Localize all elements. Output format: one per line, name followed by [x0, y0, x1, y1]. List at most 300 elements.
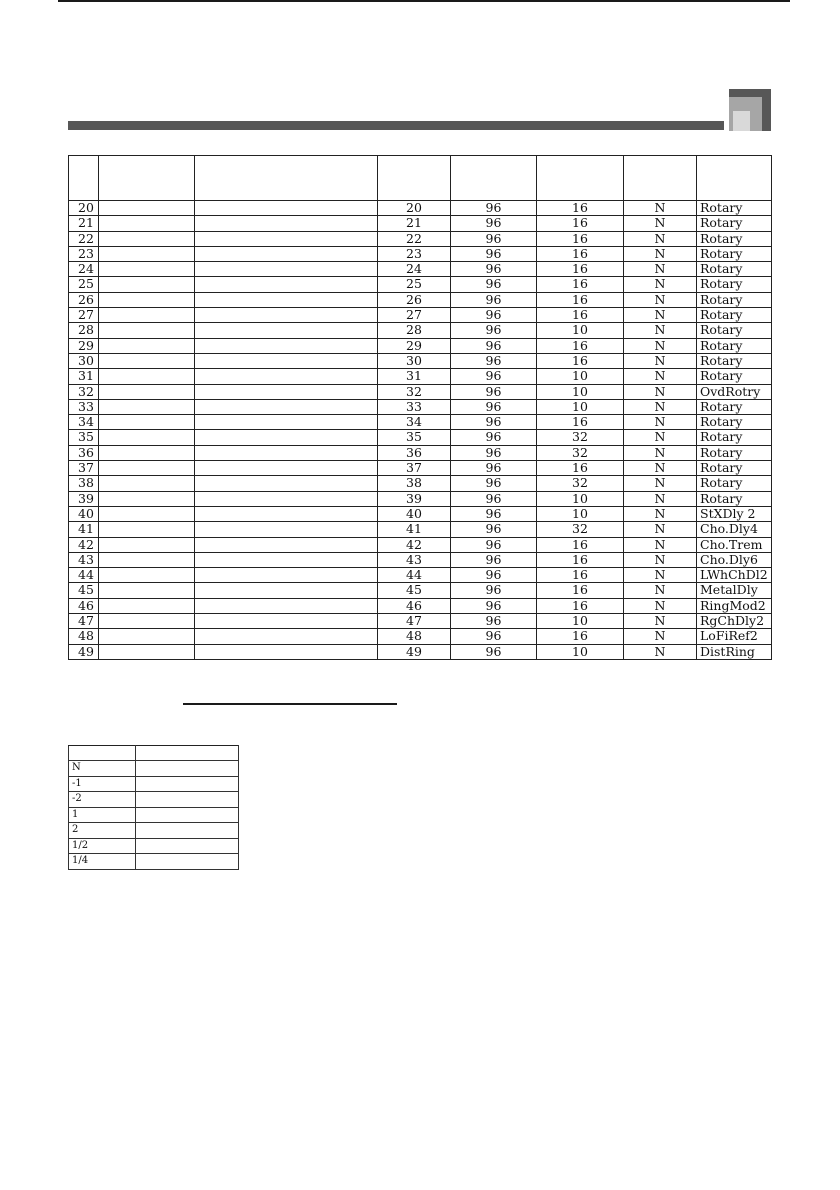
table-cell: [99, 491, 195, 506]
table-cell: 96: [451, 537, 537, 552]
table-cell: 42: [69, 537, 99, 552]
table-cell: [195, 338, 378, 353]
table-cell: Rotary: [697, 246, 772, 261]
table-cell: 16: [537, 353, 624, 368]
table-cell: 43: [69, 552, 99, 567]
table-cell: 47: [69, 614, 99, 629]
table-cell: 96: [451, 323, 537, 338]
table-cell: 40: [378, 506, 451, 521]
table-row: [69, 807, 239, 823]
table-row: [69, 308, 772, 323]
table-cell: N: [624, 216, 697, 231]
table-cell: 10: [537, 323, 624, 338]
column-header: [624, 156, 697, 201]
table-cell: 30: [378, 353, 451, 368]
table-cell: 33: [69, 399, 99, 414]
table-cell: 49: [69, 644, 99, 659]
table-cell: 10: [537, 369, 624, 384]
table-row: [69, 353, 772, 368]
table-cell: 96: [451, 506, 537, 521]
table-cell: N: [624, 476, 697, 491]
table-cell: [99, 415, 195, 430]
table-cell: N: [624, 614, 697, 629]
table-cell: 10: [537, 384, 624, 399]
table-cell: 23: [69, 246, 99, 261]
table-cell: 40: [69, 506, 99, 521]
table-cell: [195, 461, 378, 476]
table-cell: 21: [378, 216, 451, 231]
table-row: [69, 552, 772, 567]
table-cell: 32: [378, 384, 451, 399]
table-cell: 16: [537, 201, 624, 216]
table-cell: [99, 277, 195, 292]
top-rule: [58, 0, 790, 2]
table-cell: [195, 644, 378, 659]
table-cell: 48: [69, 629, 99, 644]
table-cell: 96: [451, 308, 537, 323]
table-cell: 96: [451, 216, 537, 231]
table-cell: [99, 445, 195, 460]
table-cell: 32: [537, 522, 624, 537]
table-cell: [136, 792, 239, 808]
table-cell: [99, 308, 195, 323]
table-cell: 16: [537, 537, 624, 552]
table-cell: N: [624, 399, 697, 414]
table-cell: N: [624, 583, 697, 598]
table-cell: [99, 430, 195, 445]
table-cell: [99, 231, 195, 246]
table-cell: 48: [378, 629, 451, 644]
table-row: [69, 246, 772, 261]
table-cell: N: [624, 430, 697, 445]
table-cell: [99, 216, 195, 231]
table-cell: 96: [451, 614, 537, 629]
table-cell: N: [624, 568, 697, 583]
table-cell: Cho.Dly6: [697, 552, 772, 567]
table-cell: [99, 537, 195, 552]
table-cell: 37: [378, 461, 451, 476]
table-cell: OvdRotry: [697, 384, 772, 399]
table-cell: [195, 308, 378, 323]
table-row: [69, 445, 772, 460]
table-cell: [136, 776, 239, 792]
table-row: [69, 415, 772, 430]
table-cell: [99, 399, 195, 414]
table-cell: Cho.Dly4: [697, 522, 772, 537]
table-cell: [99, 369, 195, 384]
table-row: [69, 537, 772, 552]
table-cell: 46: [378, 598, 451, 613]
table-cell: [99, 201, 195, 216]
table-cell: Rotary: [697, 292, 772, 307]
table-cell: N: [624, 277, 697, 292]
table-cell: 36: [69, 445, 99, 460]
table-cell: [195, 292, 378, 307]
table-cell: N: [624, 369, 697, 384]
table-cell: 26: [378, 292, 451, 307]
table-cell: N: [624, 491, 697, 506]
tone-list-table: [68, 155, 772, 660]
table-row: [69, 231, 772, 246]
table-cell: LWhChDl2: [697, 568, 772, 583]
octave-shift-table: [68, 745, 239, 870]
table-cell: [195, 537, 378, 552]
table-cell: [195, 415, 378, 430]
table-cell: [195, 277, 378, 292]
table-cell: N: [624, 246, 697, 261]
table-cell: Rotary: [697, 262, 772, 277]
table-cell: 96: [451, 246, 537, 261]
corner-tab-graphic: [729, 89, 771, 131]
table-cell: 21: [69, 216, 99, 231]
table-cell: [195, 246, 378, 261]
table-cell: 39: [69, 491, 99, 506]
table-cell: 29: [69, 338, 99, 353]
table-cell: 22: [69, 231, 99, 246]
table-cell: 33: [378, 399, 451, 414]
table-cell: 10: [537, 491, 624, 506]
table-cell: [195, 201, 378, 216]
table-cell: 96: [451, 231, 537, 246]
table-row: [69, 629, 772, 644]
table-cell: [99, 323, 195, 338]
table-cell: Rotary: [697, 461, 772, 476]
table-cell: 96: [451, 262, 537, 277]
table-cell: 24: [69, 262, 99, 277]
table-cell: 42: [378, 537, 451, 552]
table-row: [69, 522, 772, 537]
table-cell: 30: [69, 353, 99, 368]
column-header: [451, 156, 537, 201]
table-cell: 41: [378, 522, 451, 537]
table-cell: N: [624, 445, 697, 460]
table-cell: N: [624, 231, 697, 246]
table-cell: DistRing: [697, 644, 772, 659]
table-cell: N: [624, 292, 697, 307]
table-cell: 25: [69, 277, 99, 292]
table-cell: 35: [378, 430, 451, 445]
table-cell: 43: [378, 552, 451, 567]
table-cell: 45: [69, 583, 99, 598]
table-cell: Rotary: [697, 476, 772, 491]
table-cell: [195, 262, 378, 277]
table-row: [69, 292, 772, 307]
table-cell: [195, 522, 378, 537]
table-row: [69, 506, 772, 521]
table-cell: 96: [451, 629, 537, 644]
table-cell: [195, 491, 378, 506]
table-row: [69, 277, 772, 292]
table-cell: [195, 231, 378, 246]
table-cell: [99, 353, 195, 368]
table-cell: [99, 506, 195, 521]
table-cell: 96: [451, 338, 537, 353]
table-cell: 28: [69, 323, 99, 338]
table-cell: [195, 323, 378, 338]
table-cell: RgChDly2: [697, 614, 772, 629]
table-cell: 16: [537, 598, 624, 613]
table-cell: [99, 246, 195, 261]
table-cell: 16: [537, 246, 624, 261]
table-cell: 32: [537, 430, 624, 445]
table-cell: Cho.Trem: [697, 537, 772, 552]
table-cell: 25: [378, 277, 451, 292]
table-cell: 1: [69, 807, 136, 823]
table-cell: N: [624, 353, 697, 368]
table-cell: 24: [378, 262, 451, 277]
table-cell: [195, 430, 378, 445]
table-cell: 32: [69, 384, 99, 399]
table-cell: 16: [537, 277, 624, 292]
table-cell: StXDly 2: [697, 506, 772, 521]
table-cell: [195, 216, 378, 231]
table-cell: [195, 552, 378, 567]
table-cell: 31: [378, 369, 451, 384]
table-cell: Rotary: [697, 415, 772, 430]
table-cell: [195, 476, 378, 491]
table-cell: 31: [69, 369, 99, 384]
table-cell: 20: [378, 201, 451, 216]
table-cell: 38: [69, 476, 99, 491]
table-cell: [99, 644, 195, 659]
table-cell: 96: [451, 430, 537, 445]
table-cell: 16: [537, 262, 624, 277]
table-cell: 16: [537, 629, 624, 644]
table-cell: N: [624, 308, 697, 323]
table-cell: N: [624, 629, 697, 644]
table-row: [69, 776, 239, 792]
table-cell: [136, 807, 239, 823]
table-cell: [99, 568, 195, 583]
table-cell: 96: [451, 369, 537, 384]
table-cell: Rotary: [697, 323, 772, 338]
table-cell: 28: [378, 323, 451, 338]
table-cell: N: [624, 323, 697, 338]
table-cell: 16: [537, 461, 624, 476]
table-cell: 34: [378, 415, 451, 430]
table-cell: [99, 629, 195, 644]
table-cell: Rotary: [697, 369, 772, 384]
table-cell: 26: [69, 292, 99, 307]
table-cell: [99, 552, 195, 567]
table-row: [69, 598, 772, 613]
table-cell: 96: [451, 552, 537, 567]
table-cell: N: [624, 506, 697, 521]
table-cell: [99, 338, 195, 353]
table-cell: 27: [378, 308, 451, 323]
table-cell: 16: [537, 552, 624, 567]
table-cell: Rotary: [697, 201, 772, 216]
table-cell: [99, 384, 195, 399]
table-row: [69, 201, 772, 216]
table-cell: 96: [451, 461, 537, 476]
table-cell: 29: [378, 338, 451, 353]
table-cell: 41: [69, 522, 99, 537]
table-cell: [99, 598, 195, 613]
table-cell: [136, 838, 239, 854]
table-cell: 96: [451, 568, 537, 583]
table-cell: N: [69, 761, 136, 777]
table-cell: [195, 598, 378, 613]
table-cell: 39: [378, 491, 451, 506]
table-cell: 96: [451, 476, 537, 491]
table-cell: [99, 522, 195, 537]
column-header: [537, 156, 624, 201]
table-cell: Rotary: [697, 308, 772, 323]
table-cell: MetalDly: [697, 583, 772, 598]
column-header: [378, 156, 451, 201]
column-header: [697, 156, 772, 201]
table-cell: 16: [537, 308, 624, 323]
table-cell: [195, 583, 378, 598]
table-cell: 96: [451, 415, 537, 430]
table-row: [69, 823, 239, 839]
table-cell: 96: [451, 583, 537, 598]
table-cell: Rotary: [697, 277, 772, 292]
table-cell: [136, 761, 239, 777]
table-cell: N: [624, 598, 697, 613]
table-cell: 27: [69, 308, 99, 323]
table-row: [69, 323, 772, 338]
table-row: [69, 761, 239, 777]
table-cell: LoFiRef2: [697, 629, 772, 644]
table-cell: N: [624, 338, 697, 353]
small-table-header-row: [69, 746, 239, 761]
column-header: [69, 156, 99, 201]
table-cell: 10: [537, 399, 624, 414]
table-cell: N: [624, 415, 697, 430]
table-cell: 16: [537, 292, 624, 307]
table-cell: [99, 292, 195, 307]
table-cell: [99, 461, 195, 476]
column-header: [69, 746, 136, 761]
table-cell: 96: [451, 277, 537, 292]
table-cell: 10: [537, 614, 624, 629]
table-cell: N: [624, 552, 697, 567]
table-cell: 10: [537, 506, 624, 521]
table-row: [69, 838, 239, 854]
table-cell: 49: [378, 644, 451, 659]
table-cell: 20: [69, 201, 99, 216]
table-cell: Rotary: [697, 231, 772, 246]
header-bar: [68, 121, 724, 130]
table-row: [69, 491, 772, 506]
table-cell: 96: [451, 384, 537, 399]
table-cell: 96: [451, 598, 537, 613]
table-row: [69, 216, 772, 231]
table-cell: [136, 823, 239, 839]
table-cell: 2: [69, 823, 136, 839]
table-cell: 47: [378, 614, 451, 629]
table-cell: 96: [451, 644, 537, 659]
table-cell: Rotary: [697, 430, 772, 445]
table-cell: 44: [378, 568, 451, 583]
table-cell: 96: [451, 201, 537, 216]
table-cell: [99, 614, 195, 629]
table-row: [69, 384, 772, 399]
table-cell: [195, 614, 378, 629]
column-header: [195, 156, 378, 201]
column-header: [99, 156, 195, 201]
table-cell: [136, 854, 239, 870]
table-cell: 35: [69, 430, 99, 445]
table-cell: 45: [378, 583, 451, 598]
table-cell: 16: [537, 583, 624, 598]
section-underline: [183, 703, 397, 705]
table-cell: Rotary: [697, 445, 772, 460]
table-row: [69, 568, 772, 583]
table-row: [69, 461, 772, 476]
table-cell: 37: [69, 461, 99, 476]
table-cell: 96: [451, 292, 537, 307]
column-header: [136, 746, 239, 761]
table-cell: 23: [378, 246, 451, 261]
table-cell: 16: [537, 568, 624, 583]
table-cell: 16: [537, 338, 624, 353]
table-cell: [195, 353, 378, 368]
table-cell: [195, 445, 378, 460]
table-cell: 96: [451, 445, 537, 460]
table-cell: Rotary: [697, 216, 772, 231]
table-cell: N: [624, 201, 697, 216]
table-cell: [195, 568, 378, 583]
table-cell: 16: [537, 231, 624, 246]
table-row: [69, 583, 772, 598]
table-cell: N: [624, 644, 697, 659]
table-cell: 10: [537, 644, 624, 659]
table-cell: N: [624, 537, 697, 552]
table-row: [69, 792, 239, 808]
table-cell: 1/4: [69, 854, 136, 870]
table-row: [69, 399, 772, 414]
table-cell: Rotary: [697, 338, 772, 353]
table-row: [69, 369, 772, 384]
table-cell: 36: [378, 445, 451, 460]
table-cell: 96: [451, 522, 537, 537]
table-row: [69, 854, 239, 870]
table-row: [69, 476, 772, 491]
table-cell: N: [624, 262, 697, 277]
table-cell: -2: [69, 792, 136, 808]
table-cell: [195, 369, 378, 384]
table-row: [69, 338, 772, 353]
table-cell: [195, 384, 378, 399]
table-cell: 96: [451, 491, 537, 506]
table-cell: [99, 262, 195, 277]
table-cell: 16: [537, 216, 624, 231]
table-cell: 44: [69, 568, 99, 583]
table-header-row: [69, 156, 772, 201]
table-cell: Rotary: [697, 491, 772, 506]
table-cell: [195, 399, 378, 414]
table-cell: [195, 506, 378, 521]
table-row: [69, 614, 772, 629]
table-cell: N: [624, 461, 697, 476]
table-row: [69, 430, 772, 445]
table-cell: 1/2: [69, 838, 136, 854]
table-cell: 34: [69, 415, 99, 430]
table-cell: N: [624, 522, 697, 537]
table-cell: Rotary: [697, 353, 772, 368]
table-cell: 38: [378, 476, 451, 491]
table-cell: Rotary: [697, 399, 772, 414]
table-cell: [195, 629, 378, 644]
table-cell: 22: [378, 231, 451, 246]
table-cell: 16: [537, 415, 624, 430]
table-cell: 96: [451, 353, 537, 368]
table-row: [69, 262, 772, 277]
table-row: [69, 644, 772, 659]
